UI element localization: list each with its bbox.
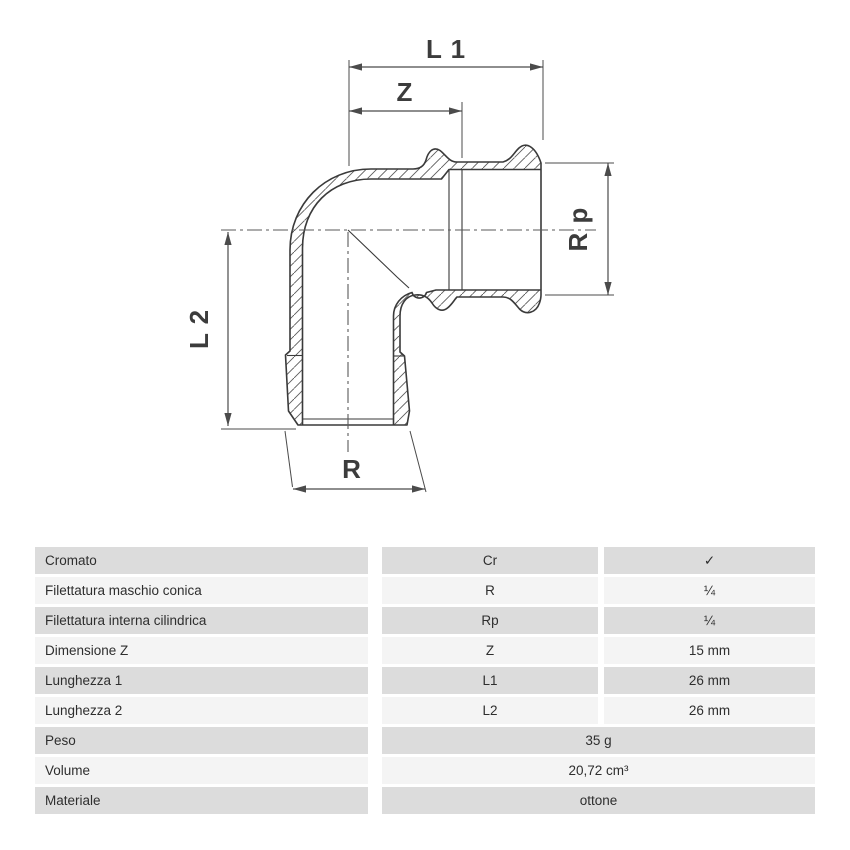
spec-label: Peso [35, 727, 368, 754]
spec-table [35, 547, 815, 814]
arrowhead [349, 63, 362, 70]
spec-value: 35 g [382, 727, 815, 754]
spec-value: 26 mm [604, 667, 815, 694]
table-row [35, 757, 815, 784]
table-row [35, 577, 815, 604]
spec-symbol: L2 [382, 697, 598, 724]
dimension-l2 [224, 232, 231, 426]
spec-label: Lunghezza 1 [35, 667, 368, 694]
spec-value: ¼ [604, 577, 815, 604]
dim-label-r: R [342, 454, 362, 484]
spec-value: ✓ [604, 547, 815, 574]
spec-symbol: Z [382, 637, 598, 664]
table-row [35, 607, 815, 634]
dimension-l1 [349, 63, 543, 70]
table-row [35, 727, 815, 754]
spec-label: Filettatura interna cilindrica [35, 607, 368, 634]
spec-value: 20,72 cm³ [382, 757, 815, 784]
table-row [35, 667, 815, 694]
spec-value: ottone [382, 787, 815, 814]
spec-value: 26 mm [604, 697, 815, 724]
spec-label: Cromato [35, 547, 368, 574]
arrowhead [224, 413, 231, 426]
arrowhead [224, 232, 231, 245]
dimension-z [349, 107, 462, 114]
spec-symbol: R [382, 577, 598, 604]
table-row [35, 697, 815, 724]
spec-label: Dimensione Z [35, 637, 368, 664]
dim-label-l1: L 1 [425, 34, 467, 64]
arrowhead [530, 63, 543, 70]
table-row [35, 637, 815, 664]
arrowhead [449, 107, 462, 114]
spec-label: Materiale [35, 787, 368, 814]
arrowhead [412, 485, 425, 492]
dim-label-rp: R p [563, 206, 593, 252]
arrowhead [604, 282, 611, 295]
fitting-section-walls [286, 145, 542, 425]
dim-label-z: Z [396, 77, 414, 107]
spec-label: Lunghezza 2 [35, 697, 368, 724]
dimension-r [293, 485, 425, 492]
table-row [35, 547, 815, 574]
spec-label: Volume [35, 757, 368, 784]
table-row [35, 787, 815, 814]
spec-value: ¼ [604, 607, 815, 634]
arrowhead [349, 107, 362, 114]
spec-symbol: Cr [382, 547, 598, 574]
spec-symbol: Rp [382, 607, 598, 634]
spec-label: Filettatura maschio conica [35, 577, 368, 604]
spec-symbol: L1 [382, 667, 598, 694]
dimension-rp [604, 163, 611, 295]
extension-lines [221, 60, 614, 492]
arrowhead [293, 485, 306, 492]
arrowhead [604, 163, 611, 176]
spec-value: 15 mm [604, 637, 815, 664]
dim-label-l2: L 2 [184, 308, 214, 350]
internal-corner-edge [348, 230, 409, 288]
